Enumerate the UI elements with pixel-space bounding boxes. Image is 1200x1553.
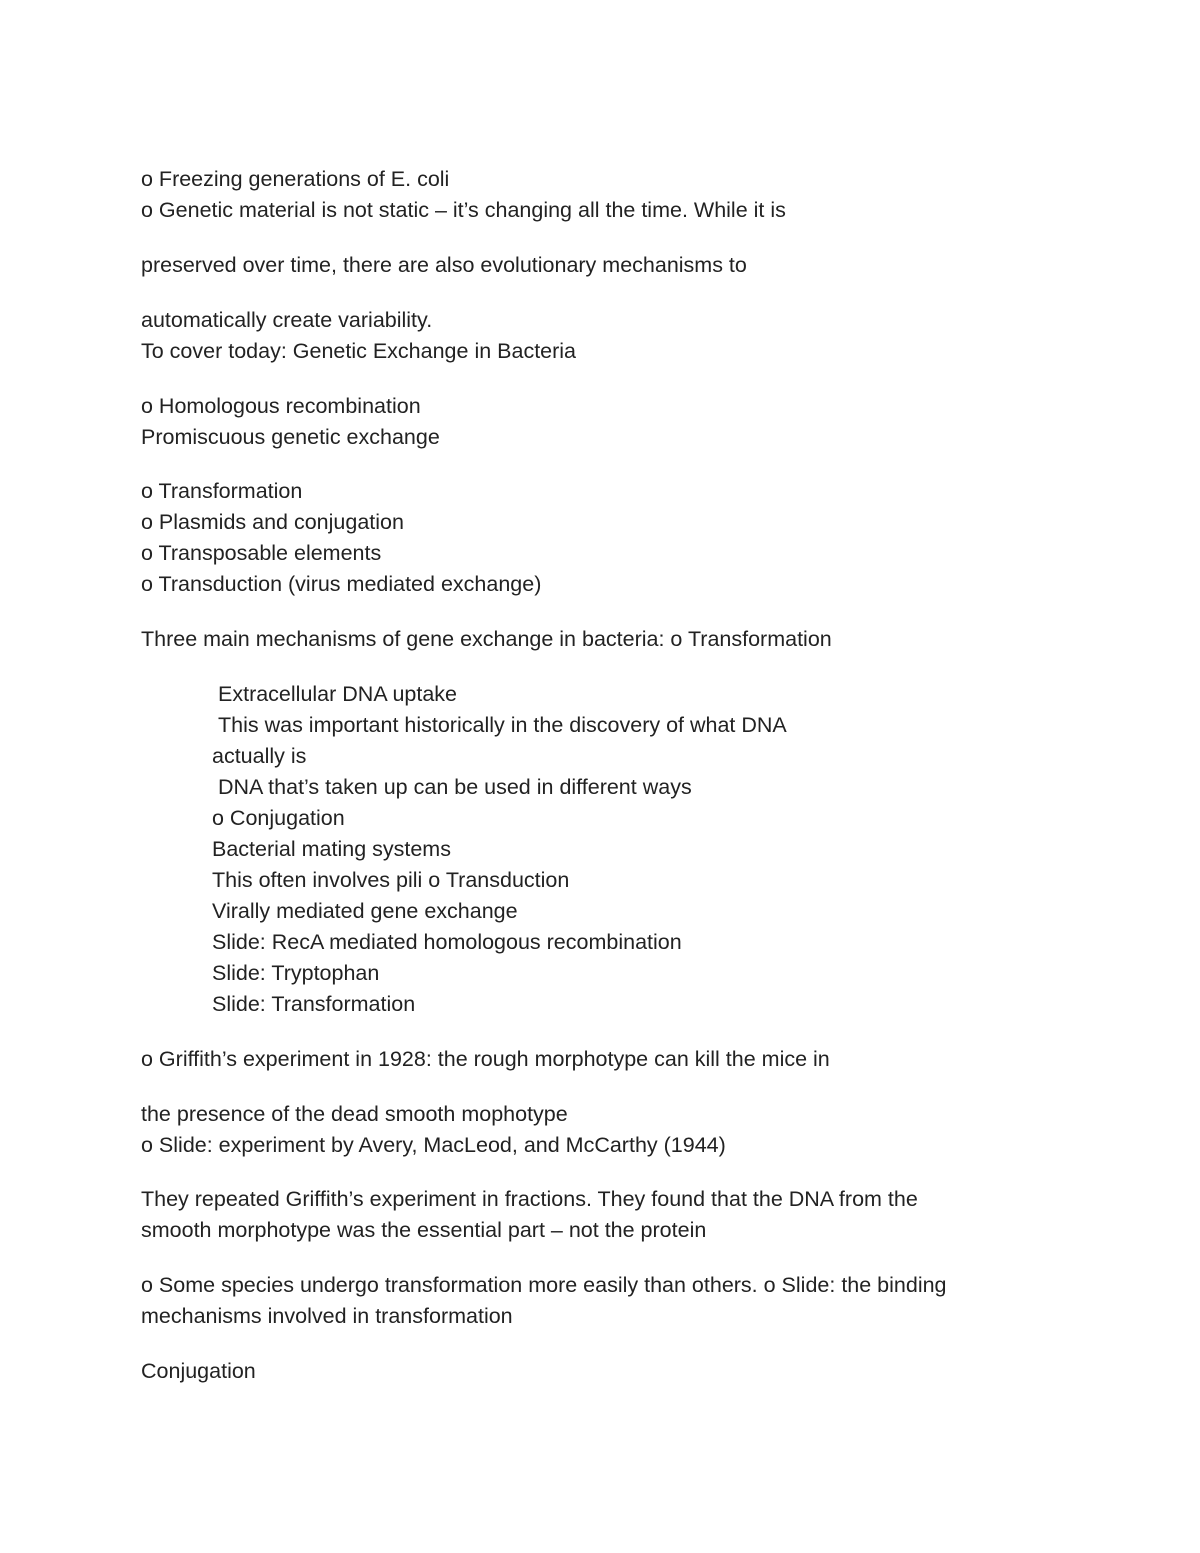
text-line: Slide: Tryptophan [212, 961, 380, 985]
text-line: automatically create variability. [141, 308, 433, 332]
text-line: Slide: Transformation [212, 992, 416, 1016]
text-line: o Conjugation [212, 806, 345, 830]
text-line: o Slide: experiment by Avery, MacLeod, and McCarthy (1944) [141, 1133, 726, 1157]
text-line: o Plasmids and conjugation [141, 510, 404, 534]
text-line: Virally mediated gene exchange [212, 899, 518, 923]
text-line: To cover today: Genetic Exchange in Bacteria [141, 339, 577, 363]
text-line: DNA that’s taken up can be used in different ways [218, 775, 692, 799]
text-line: o Griffith’s experiment in 1928: the rough morphotype can kill the mice in [141, 1047, 830, 1071]
text-line: Promiscuous genetic exchange [141, 425, 440, 449]
text-line: mechanisms involved in transformation [141, 1304, 513, 1328]
text-line: o Transformation [141, 479, 303, 503]
text-line: Extracellular DNA uptake [218, 682, 457, 706]
text-line: smooth morphotype was the essential part – not the protein [141, 1218, 707, 1242]
text-line: o Transduction (virus mediated exchange) [141, 572, 542, 596]
text-line: Conjugation [141, 1359, 256, 1383]
text-line: Slide: RecA mediated homologous recombination [212, 930, 682, 954]
text-line: actually is [212, 744, 307, 768]
text-line: Bacterial mating systems [212, 837, 451, 861]
text-line: the presence of the dead smooth mophotype [141, 1102, 568, 1126]
text-line: Three main mechanisms of gene exchange in bacteria: o Transformation [141, 627, 832, 651]
text-line: o Freezing generations of E. coli [141, 167, 450, 191]
text-line: This was important historically in the discovery of what DNA [218, 713, 787, 737]
text-line: This often involves pili o Transduction [212, 868, 570, 892]
text-line: o Transposable elements [141, 541, 382, 565]
text-line: They repeated Griffith’s experiment in fractions. They found that the DNA from the [141, 1187, 918, 1211]
text-line: preserved over time, there are also evolutionary mechanisms to [141, 253, 747, 277]
text-line: o Some species undergo transformation more easily than others. o Slide: the binding [141, 1273, 947, 1297]
text-line: o Genetic material is not static – it’s changing all the time. While it is [141, 198, 786, 222]
text-line: o Homologous recombination [141, 394, 421, 418]
